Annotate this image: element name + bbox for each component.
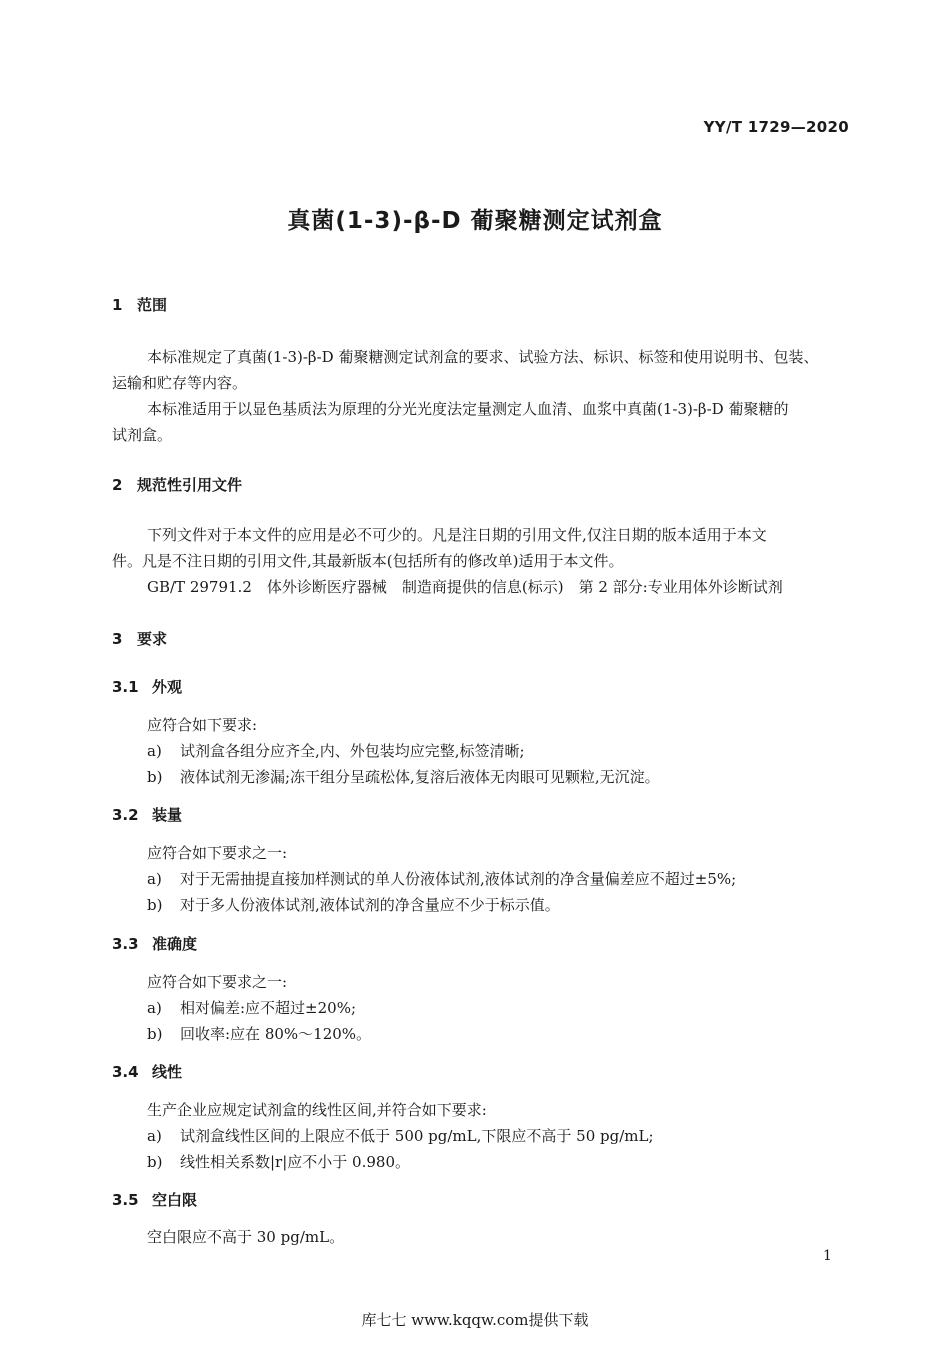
list-item-text: 液体试剂无渗漏;冻干组分呈疏松体,复溶后液体无肉眼可见颗粒,无沉淀。: [180, 768, 660, 786]
list-marker: a): [147, 742, 162, 760]
paragraph-line: 应符合如下要求之一:: [147, 844, 288, 862]
subsection-3-4-heading: [112, 1061, 182, 1082]
list-marker: b): [147, 768, 163, 786]
section-number: 3.1: [112, 678, 139, 696]
subsection-3-2-heading: [112, 804, 182, 825]
subsection-3-1-heading: [112, 676, 182, 697]
list-marker: b): [147, 1025, 163, 1043]
list-item-text: 试剂盒线性区间的上限应不低于 500 pg/mL,下限应不高于 50 pg/mL;: [180, 1127, 654, 1145]
list-item: [147, 740, 525, 761]
subsection-3-3-heading: [112, 933, 197, 954]
list-item-text: 试剂盒各组分应齐全,内、外包装均应完整,标签清晰;: [180, 742, 525, 760]
subsection-3-5-heading: [112, 1189, 197, 1210]
page-number: 1: [823, 1248, 832, 1264]
list-item: [147, 997, 356, 1018]
document-title: 真菌(1-3)-β-D 葡聚糖测定试剂盒: [287, 208, 663, 234]
list-marker: a): [147, 870, 162, 888]
section-title: 准确度: [152, 935, 198, 953]
section-1-heading: [112, 294, 167, 315]
section-title: 线性: [152, 1063, 183, 1081]
list-item: [147, 894, 560, 915]
paragraph-line: 应符合如下要求:: [147, 716, 258, 734]
list-item-text: 回收率:应在 80%～120%。: [180, 1025, 372, 1043]
download-footer: 库七七 www.kqqw.com提供下载: [361, 1311, 589, 1329]
paragraph-line: 试剂盒。: [112, 426, 173, 444]
paragraph-line: 运输和贮存等内容。: [112, 374, 248, 392]
list-marker: b): [147, 1153, 163, 1171]
list-marker: a): [147, 999, 162, 1017]
document-code: YY/T 1729—2020: [703, 118, 849, 136]
section-title: 装量: [152, 806, 183, 824]
section-number: 2: [112, 476, 123, 494]
section-number: 3.4: [112, 1063, 139, 1081]
section-number: 3.3: [112, 935, 139, 953]
section-3-heading: [112, 628, 167, 649]
section-number: 3: [112, 630, 123, 648]
section-number: 3.2: [112, 806, 139, 824]
list-item: [147, 868, 736, 889]
paragraph-line: 本标准适用于以显色基质法为原理的分光光度法定量测定人血清、血浆中真菌(1-3)-β-D 葡聚糖的: [147, 400, 789, 418]
section-title: 外观: [152, 678, 183, 696]
section-2-heading: [112, 474, 242, 495]
list-marker: a): [147, 1127, 162, 1145]
section-title: 规范性引用文件: [137, 476, 243, 494]
list-item: [147, 766, 660, 787]
section-number: 3.5: [112, 1191, 139, 1209]
list-item: [147, 1125, 654, 1146]
list-item-text: 对于无需抽提直接加样测试的单人份液体试剂,液体试剂的净含量偏差应不超过±5%;: [180, 870, 737, 888]
list-item-text: 相对偏差:应不超过±20%;: [180, 999, 357, 1017]
paragraph-line: 下列文件对于本文件的应用是必不可少的。凡是注日期的引用文件,仅注日期的版本适用于本文: [147, 526, 767, 544]
list-item: [147, 1151, 410, 1172]
section-number: 1: [112, 296, 123, 314]
normative-reference: GB/T 29791.2 体外诊断医疗器械 制造商提供的信息(标示) 第 2 部分:专业用体外诊断试剂: [147, 578, 783, 596]
paragraph-line: 应符合如下要求之一:: [147, 973, 288, 991]
list-item-text: 线性相关系数|r|应不小于 0.980。: [180, 1153, 410, 1171]
list-marker: b): [147, 896, 163, 914]
paragraph-line: 本标准规定了真菌(1-3)-β-D 葡聚糖测定试剂盒的要求、试验方法、标识、标签和使用说明书、包装、: [147, 348, 819, 366]
list-item: [147, 1023, 371, 1044]
section-title: 要求: [137, 630, 168, 648]
section-title: 范围: [137, 296, 168, 314]
paragraph-line: 空白限应不高于 30 pg/mL。: [147, 1228, 345, 1246]
list-item-text: 对于多人份液体试剂,液体试剂的净含量应不少于标示值。: [180, 896, 560, 914]
section-title: 空白限: [152, 1191, 198, 1209]
paragraph-line: 件。凡是不注日期的引用文件,其最新版本(包括所有的修改单)适用于本文件。: [112, 552, 624, 570]
paragraph-line: 生产企业应规定试剂盒的线性区间,并符合如下要求:: [147, 1101, 487, 1119]
